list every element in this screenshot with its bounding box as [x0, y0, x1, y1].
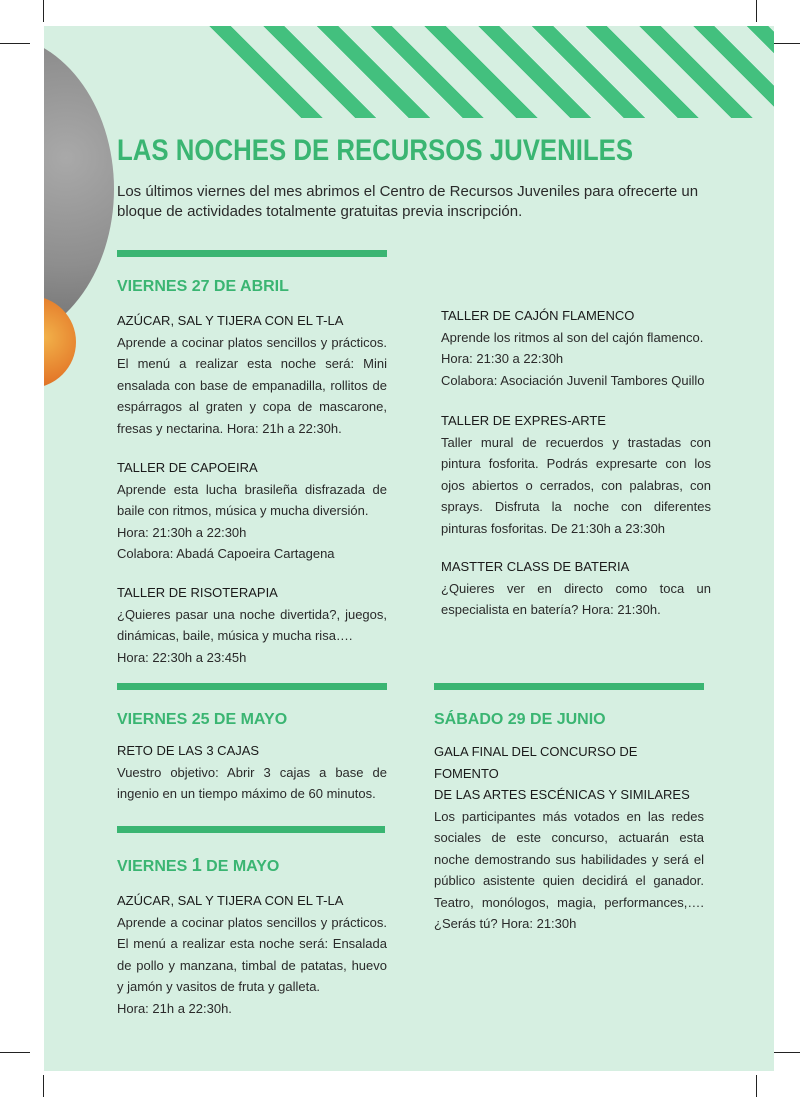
crop-mark [770, 1052, 800, 1053]
event-description: Aprende esta lucha brasileña disfrazada de baile con ritmos, música y mucha diversión. [117, 481, 387, 518]
event-azucar-mayo [117, 890, 387, 1019]
event-title-line-2: DE LAS ARTES ESCÉNICAS Y SIMILARES [434, 787, 690, 802]
event-title: AZÚCAR, SAL Y TIJERA CON EL T-LA [117, 313, 344, 328]
event-title: AZÚCAR, SAL Y TIJERA CON EL T-LA [117, 893, 344, 908]
event-azucar-abril [117, 310, 387, 439]
event-capoeira [117, 457, 387, 565]
event-description: Vuestro objetivo: Abrir 3 cajas a base de ingenio en un tiempo máximo de 60 minutos. [117, 764, 387, 801]
event-description: Taller mural de recuerdos y trastadas con pintura fosforita. Podrás expresarte con los ojos abiertos o cerrados, con palabras, con sprays. Disfruta la noche con diferentes pinturas fosforitas. De 21:30h a 23:30h [441, 434, 711, 536]
event-description: Los participantes más votados en las redes sociales de este concurso, actuarán esta noche demostrando sus habilidades y será el público asistente quien decidirá el ganador. Teatro, monólogos, magia, performances,…. ¿Serás tú? Hora: 21:30h [434, 808, 704, 931]
event-title: TALLER DE CAJÓN FLAMENCO [441, 308, 635, 323]
section-date-junio: SÁBADO 29 DE JUNIO [434, 711, 606, 728]
event-description: Aprende los ritmos al son del cajón flamenco. [441, 329, 704, 345]
date-number: 1 [191, 855, 202, 875]
moon-image [44, 34, 114, 344]
event-description: ¿Quieres ver en directo como toca un especialista en batería? Hora: 21:30h. [441, 580, 711, 617]
crop-mark [756, 0, 757, 22]
event-collaborator: Colabora: Abadá Capoeira Cartagena [117, 546, 335, 561]
event-title: TALLER DE EXPRES-ARTE [441, 413, 606, 428]
event-reto-3-cajas [117, 740, 387, 805]
crop-mark [43, 0, 44, 22]
event-title: TALLER DE RISOTERAPIA [117, 585, 278, 600]
event-title: MASTTER CLASS DE BATERIA [441, 559, 630, 574]
event-time: Hora: 21:30h a 22:30h [117, 524, 247, 540]
event-title-line-1: GALA FINAL DEL CONCURSO DE FOMENTO [434, 744, 638, 781]
section-divider [117, 826, 385, 833]
event-title: TALLER DE CAPOEIRA [117, 460, 258, 475]
event-description: Aprende a cocinar platos sencillos y prácticos. El menú a realizar esta noche será: Mini ensalada con base de empanadilla, rollitos de espárragos al graten y copa de mascarone, fresas y nectarina. Hora: 21h a 22:30h. [117, 334, 387, 436]
event-description: ¿Quieres pasar una noche divertida?, juegos, dinámicas, baile, música y mucha risa…. [117, 606, 387, 643]
event-time: Hora: 21:30 a 22:30h [441, 351, 564, 366]
section-date-abril: VIERNES 27 DE ABRIL [117, 278, 289, 295]
crop-mark [756, 1075, 757, 1097]
event-time: Hora: 21h a 22:30h. [117, 1000, 232, 1016]
section-date-mayo-25: VIERNES 25 DE MAYO [117, 711, 288, 728]
section-divider [117, 683, 387, 690]
crop-mark [0, 43, 30, 44]
section-date-mayo-1 [117, 855, 279, 876]
event-cajon-flamenco [441, 305, 711, 391]
event-bateria [441, 556, 711, 621]
crop-mark [770, 43, 800, 44]
event-title: RETO DE LAS 3 CAJAS [117, 743, 260, 758]
date-suffix: DE MAYO [206, 858, 280, 875]
crop-mark [43, 1075, 44, 1097]
crop-mark [0, 1052, 30, 1053]
event-expres-arte [441, 410, 711, 539]
event-time: Hora: 22:30h a 23:45h [117, 649, 247, 665]
event-gala-final [434, 741, 704, 935]
page-title: LAS NOCHES DE RECURSOS JUVENILES [117, 134, 634, 167]
date-prefix: VIERNES [117, 858, 188, 875]
section-divider [434, 683, 704, 690]
diagonal-stripes-decoration [194, 26, 774, 118]
event-risoterapia [117, 582, 387, 668]
event-description: Aprende a cocinar platos sencillos y prácticos. El menú a realizar esta noche será: Ensalada de pollo y manzana, timbal de patatas, huevo y jamón y vasitos de fruta y galleta. [117, 914, 387, 994]
event-collaborator: Colabora: Asociación Juvenil Tambores Quillo [441, 372, 705, 388]
intro-text: Los últimos viernes del mes abrimos el Centro de Recursos Juveniles para ofrecerte un bloque de actividades totalmente gratuitas previa inscripción. [117, 183, 699, 220]
planet-image [44, 296, 76, 388]
section-divider [117, 250, 387, 257]
